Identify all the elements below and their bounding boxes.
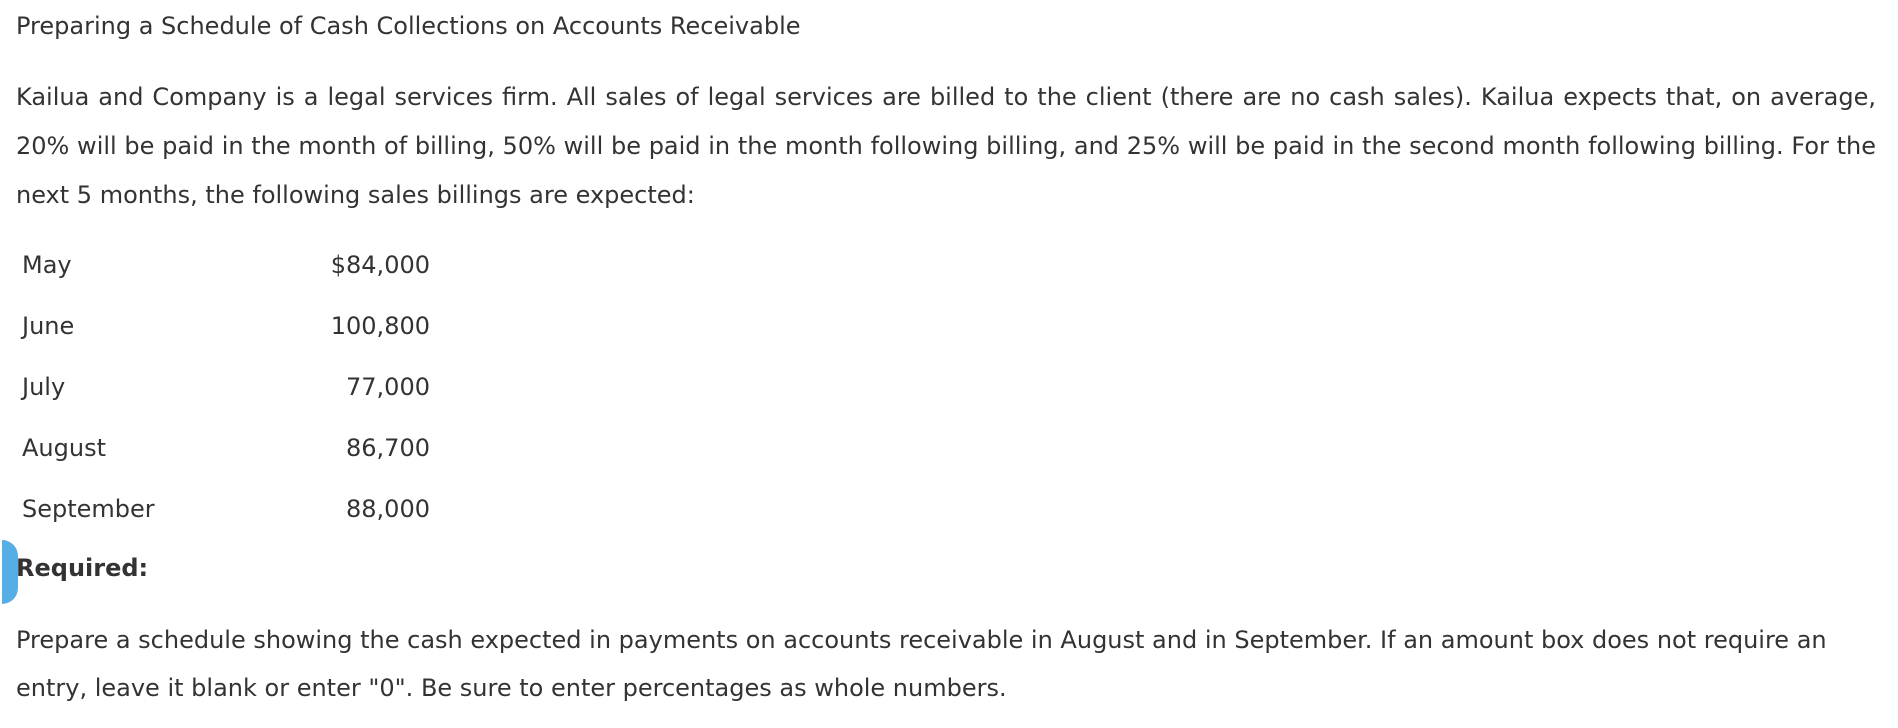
billing-amount: 86,700 <box>346 433 430 462</box>
table-row <box>22 295 430 356</box>
billing-month: June <box>22 311 75 340</box>
billing-month: September <box>22 494 155 523</box>
problem-title: Preparing a Schedule of Cash Collections on Accounts Receivable <box>16 12 801 40</box>
billing-month: May <box>22 250 72 279</box>
table-row <box>22 417 430 478</box>
billing-amount: 77,000 <box>346 372 430 401</box>
problem-intro-paragraph: Kailua and Company is a legal services firm. All sales of legal services are billed to the client (there are no cash sales). Kailua expects that, on average, 20% will be paid in the month of billing, 50% will be paid in the month following billing, and 25% will be paid in the second month following billing. For the next 5 months, the following sales billings are expected: <box>16 83 1876 209</box>
billing-amount: 88,000 <box>346 494 430 523</box>
billing-amount: $84,000 <box>330 250 430 279</box>
table-row <box>22 234 430 295</box>
billing-amount: 100,800 <box>330 311 430 340</box>
required-instructions: Prepare a schedule showing the cash expected in payments on accounts receivable in August and in September. If an amount box does not require an entry, leave it blank or enter "0". Be sure to enter percentages as whole numbers. <box>16 626 1827 702</box>
required-heading: Required: <box>16 554 149 582</box>
table-row <box>22 478 430 539</box>
sales-billings-table <box>22 234 430 539</box>
table-row <box>22 356 430 417</box>
billing-month: August <box>22 433 106 462</box>
billing-month: July <box>22 372 66 401</box>
